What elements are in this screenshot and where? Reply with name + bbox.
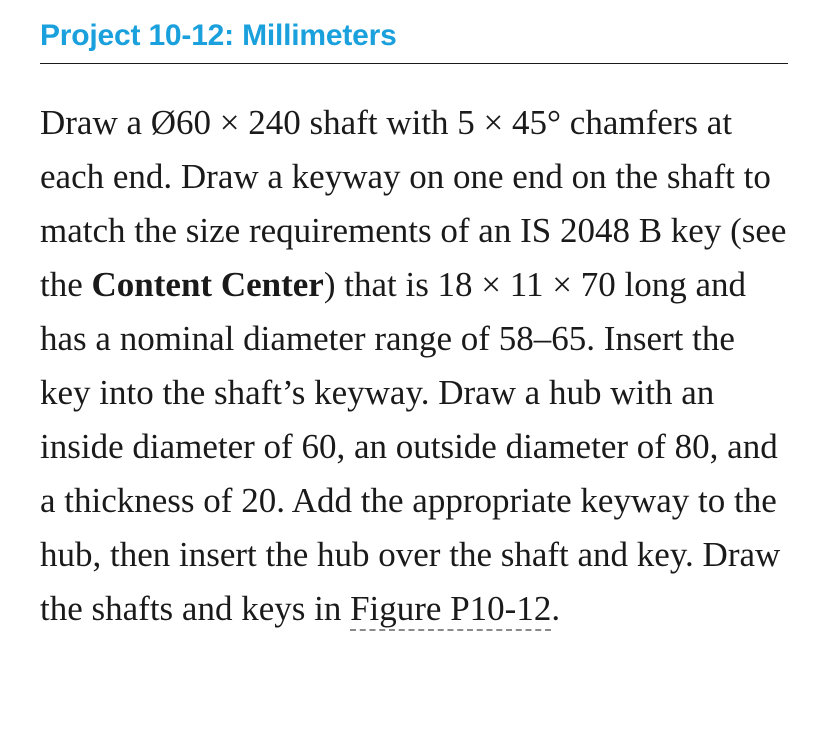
instructions-paragraph [40,96,788,636]
title-divider [40,63,788,64]
instructions-text-part2: ) that is 18 × 11 × 70 long and has a nominal diameter range of 58–65. Insert the key into the shaft’s keyway. Draw a hub with an inside diameter of 60, an outside diameter of 80, and a thickness of 20. Add the appropriate keyway to the hub, then insert the hub over the shaft and key. Draw the shafts and keys in [40,265,781,628]
figure-reference-link[interactable]: Figure P10-12 [350,589,551,631]
instructions-text-end: . [551,589,561,628]
content-center-term: Content Center [91,265,324,304]
instructions-text-part1: Draw a Ø60 × 240 shaft with 5 × 45° chamfers at each end. Draw a keyway on one end on the shaft to match the size requirements of an IS 2048 B key (see the [40,103,787,304]
project-title: Project 10-12: Millimeters [40,19,397,52]
document-page [40,0,788,636]
